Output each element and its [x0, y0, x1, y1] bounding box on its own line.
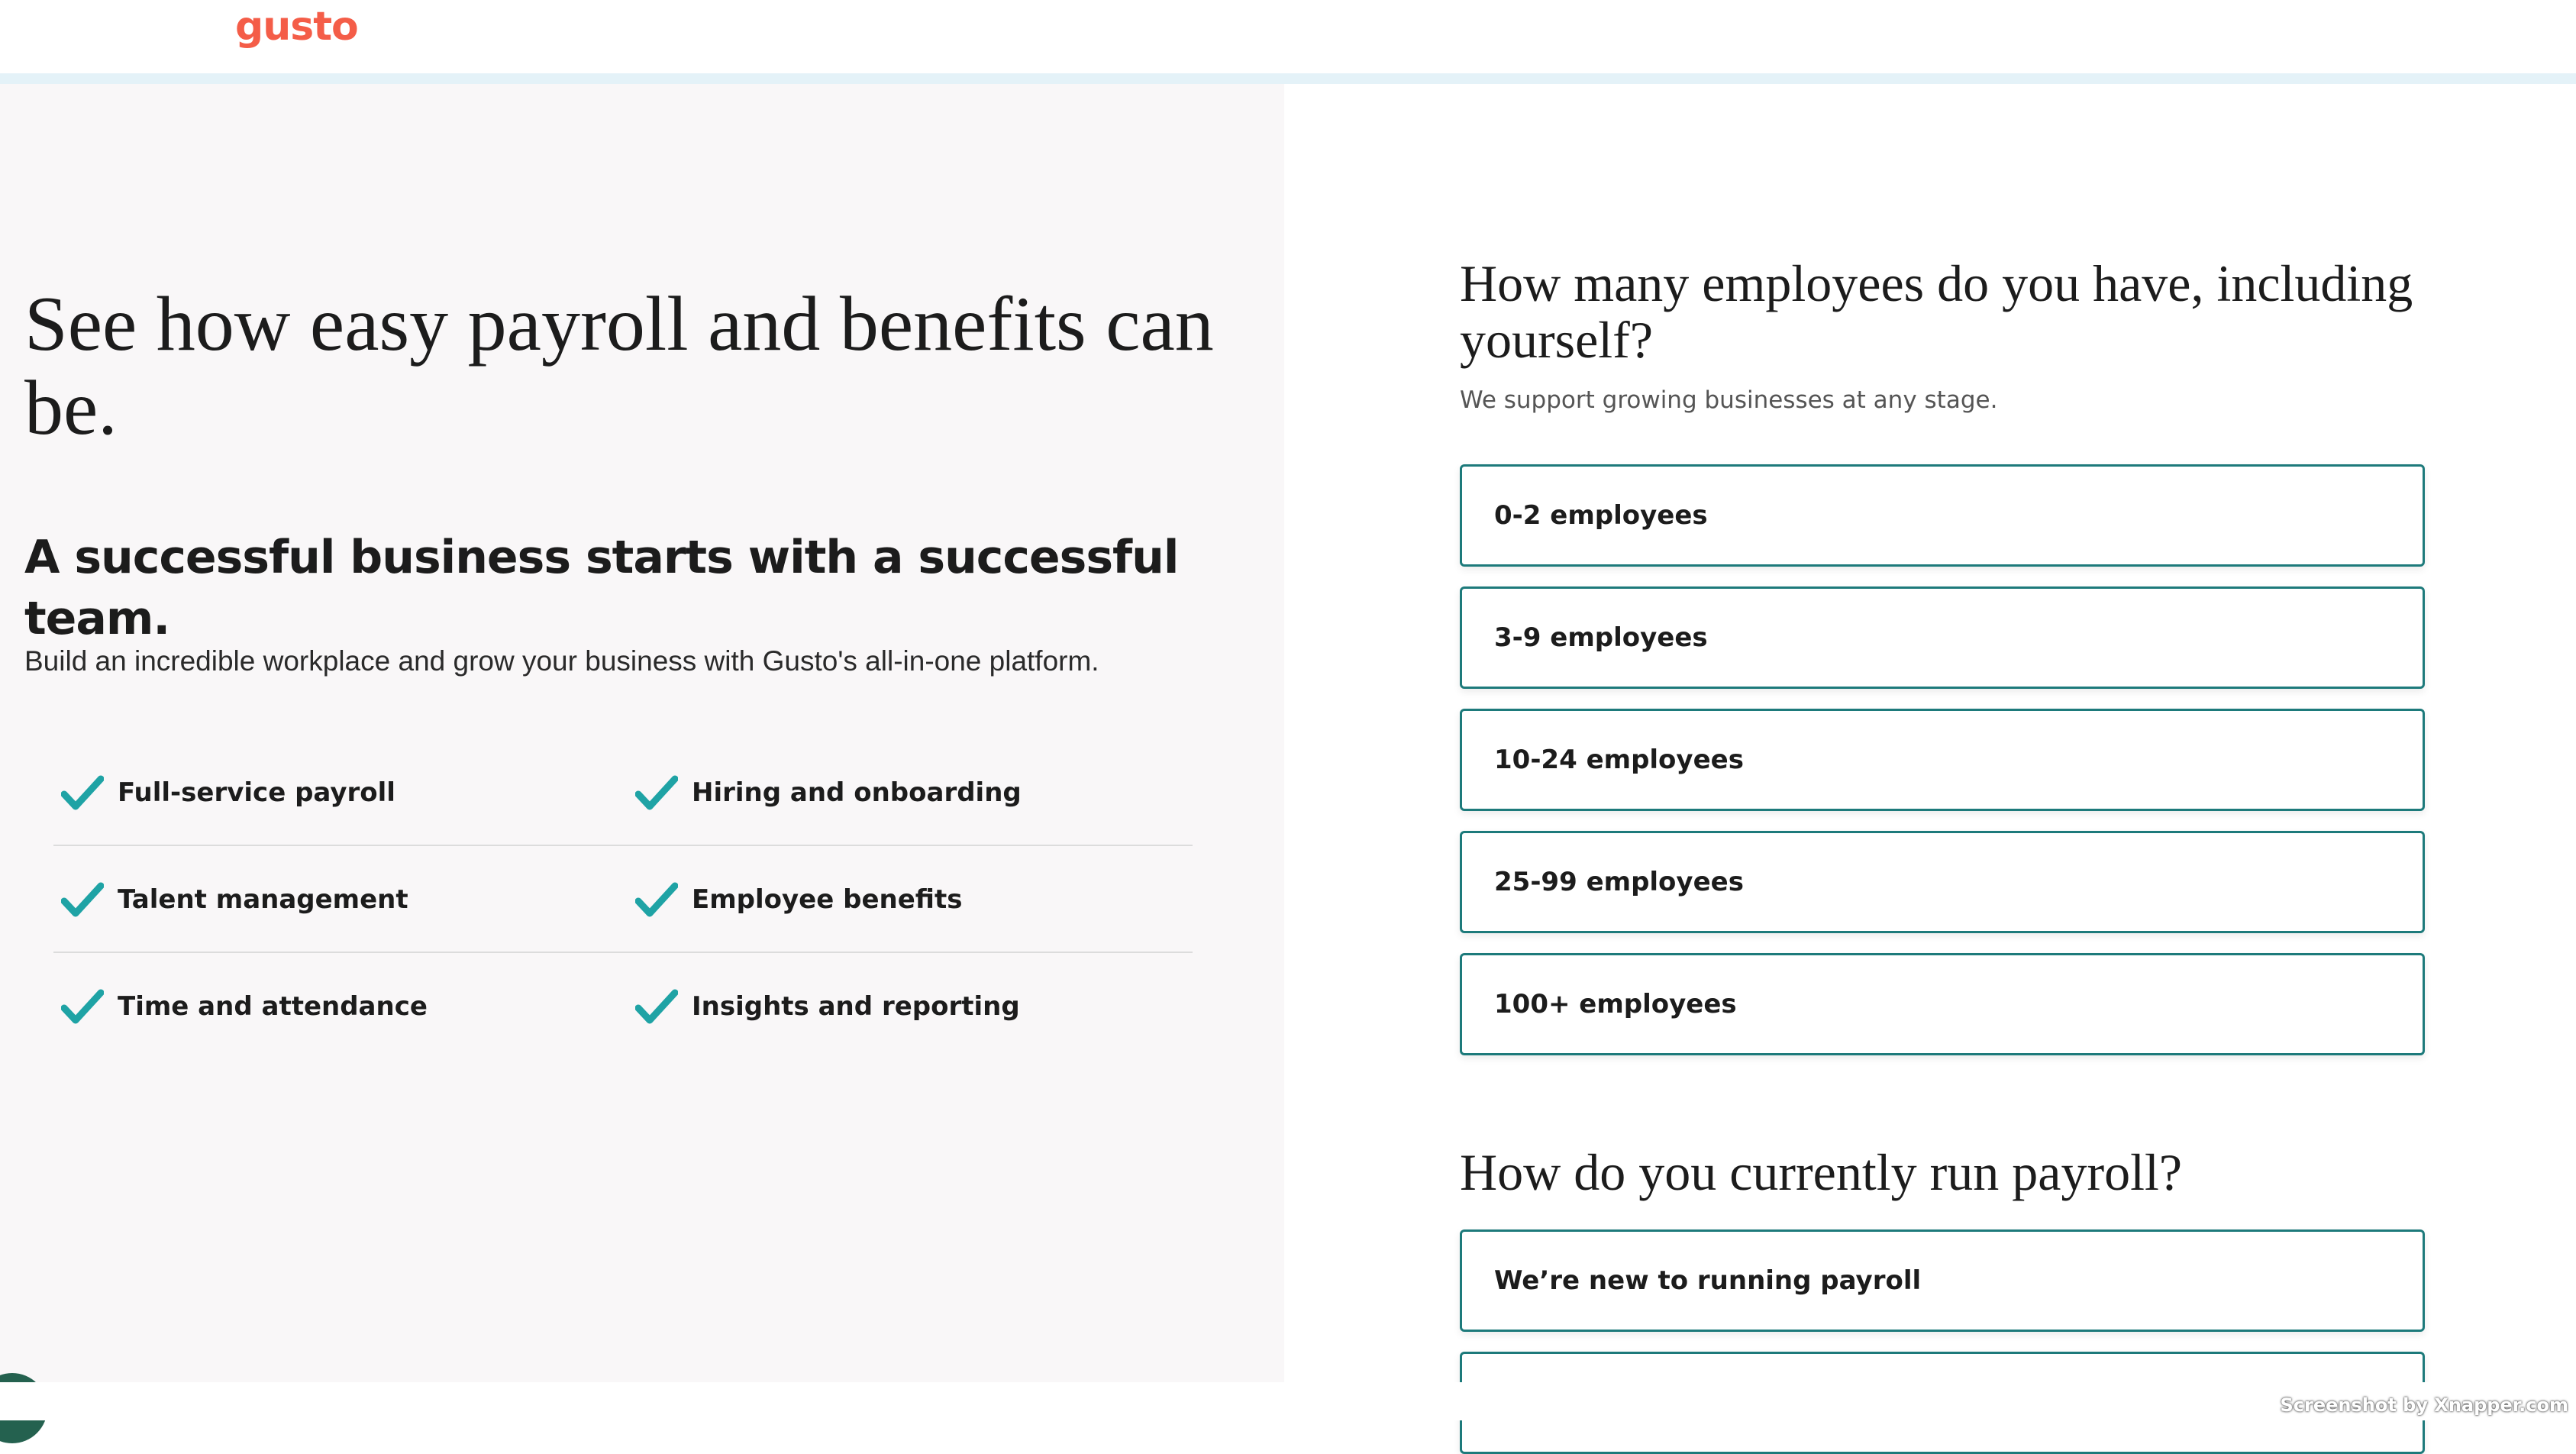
feature-item [61, 984, 428, 1029]
feature-item [61, 770, 395, 816]
option-25-99-employees[interactable] [1460, 831, 2425, 933]
bottom-strip [0, 1382, 2576, 1420]
feature-label: Talent management [118, 884, 408, 915]
feature-list [53, 739, 1193, 1058]
watermark: Screenshot by Xnapper.com [2280, 1394, 2568, 1416]
check-icon [61, 881, 104, 918]
feature-label: Hiring and onboarding [692, 777, 1022, 808]
option-label: 10-24 employees [1494, 745, 1744, 775]
check-icon [61, 774, 104, 811]
option-3-9-employees[interactable] [1460, 586, 2425, 689]
feature-row [53, 846, 1193, 953]
marketing-panel [0, 84, 1284, 1382]
header-divider [0, 73, 2576, 84]
check-icon [635, 988, 678, 1025]
employee-count-question: How many employees do you have, including yourself? [1460, 254, 2413, 369]
check-icon [635, 774, 678, 811]
option-label: 3-9 employees [1494, 622, 1708, 653]
option-100-plus-employees[interactable] [1460, 953, 2425, 1055]
feature-item [635, 770, 1022, 816]
hero-description: Build an incredible workplace and grow your business with Gusto's all-in-one platform. [24, 645, 1099, 677]
feature-row [53, 953, 1193, 1058]
hero-title: See how easy payroll and benefits can be. [24, 281, 1214, 451]
option-label: 25-99 employees [1494, 867, 1744, 897]
option-label: 100+ employees [1494, 989, 1737, 1019]
feature-label: Full-service payroll [118, 777, 395, 808]
option-label: We’re new to running payroll [1494, 1265, 1922, 1296]
feature-label: Employee benefits [692, 884, 963, 915]
option-10-24-employees[interactable] [1460, 709, 2425, 811]
employee-count-help-text: We support growing businesses at any stage. [1460, 386, 1998, 414]
feature-label: Insights and reporting [692, 991, 1020, 1022]
site-header [0, 0, 2576, 73]
payroll-method-question: How do you currently run payroll? [1460, 1143, 2183, 1201]
feature-item [61, 877, 408, 922]
check-icon [61, 988, 104, 1025]
feature-item [635, 984, 1020, 1029]
feature-item [635, 877, 962, 922]
check-icon [635, 881, 678, 918]
gusto-logo[interactable]: gusto [235, 4, 358, 50]
feature-label: Time and attendance [118, 991, 428, 1022]
feature-row [53, 739, 1193, 846]
option-new-to-payroll[interactable] [1460, 1229, 2425, 1332]
option-label: 0-2 employees [1494, 500, 1708, 531]
option-0-2-employees[interactable] [1460, 464, 2425, 567]
hero-subtitle: A successful business starts with a successful team. [24, 531, 1179, 645]
